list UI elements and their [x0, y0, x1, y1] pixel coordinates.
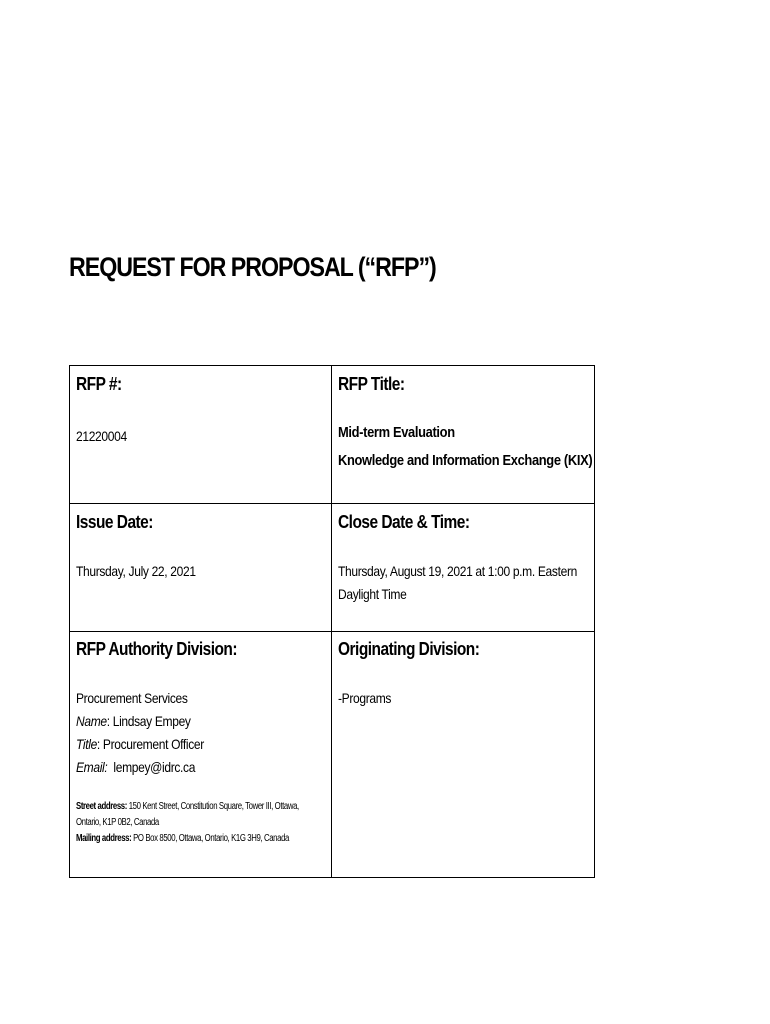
mailing-address-label: Mailing address: [76, 833, 132, 844]
contact-email-label: Email: [76, 759, 108, 775]
close-date-line1: Thursday, August 19, 2021 at 1:00 p.m. Eastern [338, 563, 577, 579]
originating-division-cell [332, 632, 595, 878]
street-address-label: Street address: [76, 801, 127, 812]
issue-date-cell [70, 504, 332, 632]
table-row [70, 632, 595, 878]
close-date-line2: Daylight Time [338, 586, 407, 602]
contact-name-label: Name [76, 713, 107, 729]
rfp-title-cell [332, 366, 595, 504]
close-date-label: Close Date & Time: [338, 512, 470, 532]
contact-name [76, 710, 290, 733]
rfp-number-cell [70, 366, 332, 504]
page-title: REQUEST FOR PROPOSAL (“RFP”) [69, 252, 436, 282]
authority-division-cell [70, 632, 332, 878]
originating-division-value: -Programs [338, 690, 392, 706]
table-row [70, 504, 595, 632]
contact-title-value: : Procurement Officer [96, 736, 204, 752]
contact-title [76, 733, 290, 756]
street-address-line2: Ontario, K1P 0B2, Canada [76, 817, 159, 828]
rfp-number-label: RFP #: [76, 374, 122, 394]
mailing-address [76, 831, 289, 847]
street-address-line1: 150 Kent Street, Constitution Square, Tower III, Ottawa, [126, 801, 299, 812]
mailing-address-value: PO Box 8500, Ottawa, Ontario, K1G 3H9, Canada [131, 833, 289, 844]
close-date-cell [332, 504, 595, 632]
originating-division-label: Originating Division: [338, 639, 480, 659]
issue-date-label: Issue Date: [76, 512, 153, 532]
contact-title-label: Title [76, 736, 97, 752]
rfp-title-line2: Knowledge and Information Exchange (KIX) [338, 452, 593, 469]
authority-division-label: RFP Authority Division: [76, 639, 238, 659]
contact-email-value[interactable]: lempey@idrc.ca [113, 759, 196, 775]
authority-division-name: Procurement Services [76, 690, 188, 706]
rfp-info-table [69, 365, 595, 878]
issue-date-value: Thursday, July 22, 2021 [76, 563, 196, 579]
street-address [76, 799, 299, 815]
contact-email [76, 756, 290, 779]
table-row [70, 366, 595, 504]
rfp-title-label: RFP Title: [338, 374, 405, 394]
rfp-title-line1: Mid-term Evaluation [338, 424, 455, 441]
contact-name-value: : Lindsay Empey [106, 713, 191, 729]
rfp-number-value: 21220004 [76, 428, 127, 444]
